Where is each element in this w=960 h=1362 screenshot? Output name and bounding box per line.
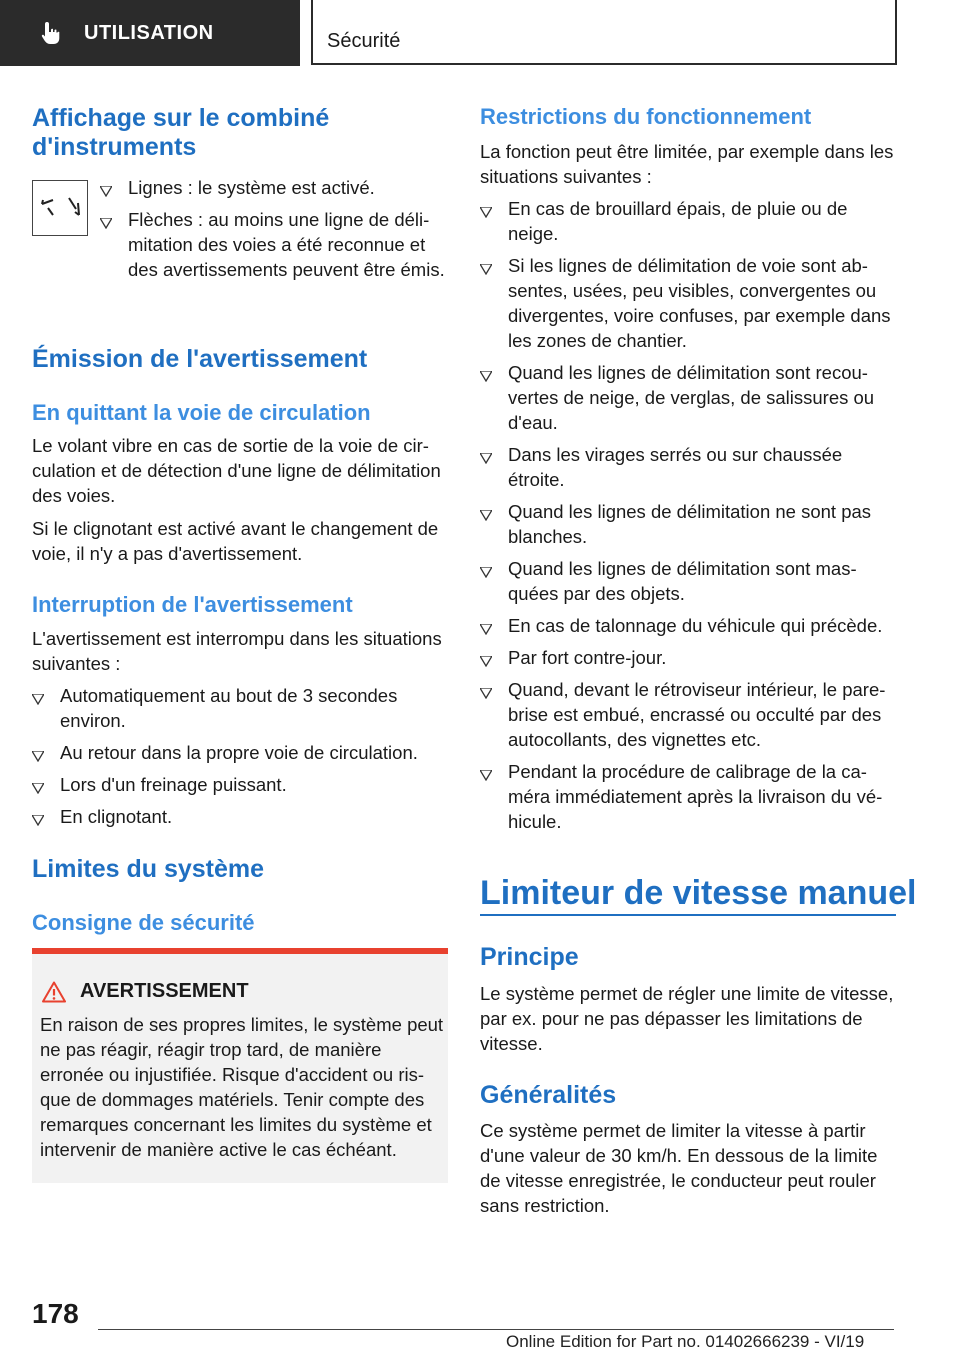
emission-title: Émission de l'avertissement (32, 345, 368, 373)
list-item: En cas de brouillard épais, de pluie ou de neige. (480, 196, 896, 246)
list-item: Quand, devant le rétroviseur intérieur, le pare-brise est embué, encrassé ou occulté par des autocollants, des vignettes etc. (480, 677, 896, 752)
heading-rule (480, 914, 896, 916)
restrictions-title: Restrictions du fonctionnement (480, 104, 812, 129)
warning-box (32, 948, 448, 1183)
restrictions-bullet-list (480, 196, 896, 834)
list-item: Dans les virages serrés ou sur chaussée étroite. (480, 442, 896, 492)
list-item: En clignotant. (32, 804, 448, 829)
display-bullet-list (100, 175, 448, 282)
topic-tab (311, 0, 897, 65)
list-item: Si les lignes de délimitation de voie sont absentes, usées, peu visibles, convergentes ou divergentes, voire confuses, par exemple dans les zones de chantier. (480, 253, 896, 353)
page-number: 178 (32, 1298, 79, 1329)
triangle-bullet-icon (100, 216, 122, 227)
list-item: Au retour dans la propre voie de circulation. (32, 740, 448, 765)
triangle-bullet-icon (480, 686, 502, 697)
topic-tab-label: Sécurité (327, 30, 401, 52)
warning-text: En raison de ses propres limites, le système peut ne pas réagir, réagir trop tard, de manière erronée ou injustifiée. Risque d'accident ou risque de dommages matériels. Tenir compte des remarques concernant les limites du système et intervenir de manière active le cas échéant. (40, 1014, 444, 1160)
triangle-bullet-icon (480, 768, 502, 779)
triangle-bullet-icon (480, 508, 502, 519)
list-item: En cas de talonnage du véhicule qui précède. (480, 613, 896, 638)
triangle-bullet-icon (32, 692, 54, 703)
leaving-paragraph-2: Si le clignotant est activé avant le changement de voie, il n'y a pas d'avertissement. (32, 518, 439, 564)
list-item: Lors d'un freinage puissant. (32, 772, 448, 797)
list-item: Flèches : au moins une ligne de délimitation des voies a été reconnue et des avertissements peuvent être émis. (100, 207, 448, 282)
edition-text: Online Edition for Part no. 01402666239 - VI/19 (506, 1332, 865, 1351)
safety-title: Consigne de sécurité (32, 910, 255, 935)
warning-triangle-icon (42, 981, 66, 1003)
triangle-bullet-icon (480, 622, 502, 633)
triangle-bullet-icon (480, 451, 502, 462)
lane-arrows-icon (33, 181, 87, 235)
warning-label: AVERTISSEMENT (80, 980, 249, 1002)
list-item: Pendant la procédure de calibrage de la caméra immédiatement après la livraison du véhicule. (480, 759, 896, 834)
triangle-bullet-icon (480, 565, 502, 576)
list-item: Quand les lignes de délimitation sont recouvertes de neige, de verglas, de salissures ou d'eau. (480, 360, 896, 435)
limits-title: Limites du système (32, 855, 265, 883)
principle-title: Principe (480, 943, 579, 971)
triangle-bullet-icon (32, 749, 54, 760)
list-item: Quand les lignes de délimitation sont masquées par des objets. (480, 556, 896, 606)
restrictions-paragraph: La fonction peut être limitée, par exemple dans les situations suivantes : (480, 141, 894, 187)
triangle-bullet-icon (480, 262, 502, 273)
interruption-bullet-list (32, 683, 448, 829)
interruption-paragraph: L'avertissement est interrompu dans les situations suivantes : (32, 628, 442, 674)
display-title: Affichage sur le combiné d'instruments (32, 104, 330, 161)
list-item: Quand les lignes de délimitation ne sont pas blanches. (480, 499, 896, 549)
list-item: Lignes : le système est activé. (100, 175, 448, 200)
triangle-bullet-icon (480, 654, 502, 665)
general-paragraph: Ce système permet de limiter la vitesse à partir d'une valeur de 30 km/h. En dessous de la limite de vitesse enregistrée, le conducteur peut rouler sans restriction. (480, 1120, 878, 1216)
pointing-hand-icon (38, 20, 64, 46)
list-item: Automatiquement au bout de 3 secondes environ. (32, 683, 448, 733)
triangle-bullet-icon (480, 369, 502, 380)
list-item: Par fort contre-jour. (480, 645, 896, 670)
display-icon-box (32, 180, 88, 236)
page-header (0, 0, 960, 66)
section-tab (0, 0, 300, 66)
triangle-bullet-icon (32, 813, 54, 824)
limiter-title: Limiteur de vitesse manuel (480, 874, 917, 912)
interruption-title: Interruption de l'avertissement (32, 592, 353, 617)
section-tab-label: UTILISATION (84, 21, 214, 44)
triangle-bullet-icon (32, 781, 54, 792)
principle-paragraph: Le système permet de régler une limite de vitesse, par ex. pour ne pas dépasser les limitations de vitesse. (480, 983, 894, 1054)
general-title: Généralités (480, 1081, 617, 1109)
footer-rule (98, 1329, 894, 1330)
triangle-bullet-icon (480, 205, 502, 216)
leaving-title: En quittant la voie de circulation (32, 400, 371, 425)
warning-header (42, 980, 249, 1003)
leaving-paragraph-1: Le volant vibre en cas de sortie de la voie de circulation et de détection d'une ligne de délimitation des voies. (32, 435, 441, 506)
triangle-bullet-icon (100, 184, 122, 195)
